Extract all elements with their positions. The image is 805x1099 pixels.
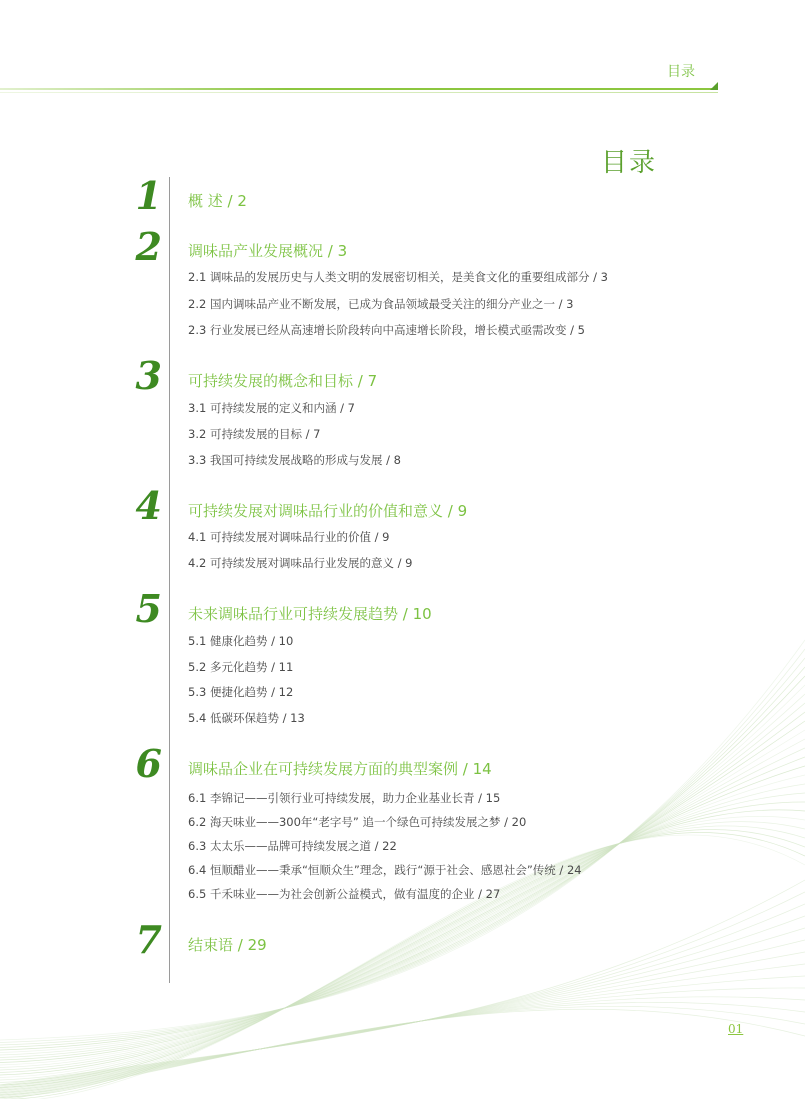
section-title[interactable]: 结束语 / 29 (188, 936, 267, 954)
toc-entry[interactable]: 6.5 千禾味业——为社会创新公益模式，做有温度的企业 / 27 (188, 887, 501, 901)
section-title[interactable]: 调味品产业发展概况 / 3 (188, 242, 348, 260)
header-rule (0, 88, 718, 90)
decorative-curve (0, 1006, 805, 1099)
section-title[interactable]: 可持续发展对调味品行业的价值和意义 / 9 (188, 502, 468, 520)
toc-entry[interactable]: 3.1 可持续发展的定义和内涵 / 7 (188, 401, 355, 415)
section-title[interactable]: 调味品企业在可持续发展方面的典型案例 / 14 (188, 760, 492, 778)
toc-entry[interactable]: 6.3 太太乐——品牌可持续发展之道 / 22 (188, 839, 397, 853)
page-number: 01 (728, 1022, 744, 1036)
toc-entry[interactable]: 2.3 行业发展已经从高速增长阶段转向中高速增长阶段，增长模式亟需改变 / 5 (188, 323, 585, 337)
header-title: 目录 (667, 64, 695, 80)
decorative-curve (0, 988, 805, 1096)
toc-entry[interactable]: 5.1 健康化趋势 / 10 (188, 634, 294, 648)
toc-entry[interactable]: 6.4 恒顺醋业——秉承“恒顺众生”理念，践行“源于社会、感恩社会”传统 / 24 (188, 863, 582, 877)
section-number: 2 (135, 224, 162, 269)
section-number: 1 (135, 173, 162, 218)
toc-entry[interactable]: 6.2 海天味业——300年“老字号” 追一个绿色可持续发展之梦 / 20 (188, 815, 527, 829)
decorative-curve (0, 658, 805, 1045)
page-title: 目录 (600, 148, 657, 178)
toc-entry[interactable]: 2.2 国内调味品产业不断发展，已成为食品领域最受关注的细分产业之一 / 3 (188, 297, 574, 311)
toc-entry[interactable]: 4.1 可持续发展对调味品行业的价值 / 9 (188, 530, 390, 544)
decorative-curve (0, 649, 805, 1043)
section-title[interactable]: 未来调味品行业可持续发展趋势 / 10 (188, 605, 432, 623)
decorative-curve (0, 880, 805, 1085)
section-number: 7 (135, 917, 162, 962)
toc-entry[interactable]: 3.2 可持续发展的目标 / 7 (188, 427, 321, 441)
toc-entry[interactable]: 2.1 调味品的发展历史与人类文明的发展密切相关，是美食文化的重要组成部分 / 3 (188, 270, 608, 284)
toc-entry[interactable]: 4.2 可持续发展对调味品行业发展的意义 / 9 (188, 556, 413, 570)
decorative-curve (0, 667, 805, 1048)
toc-entry[interactable]: 5.3 便捷化趋势 / 12 (188, 685, 294, 699)
toc-entry[interactable]: 5.4 低碳环保趋势 / 13 (188, 711, 305, 725)
toc-divider-line (169, 177, 170, 983)
section-number: 6 (135, 741, 162, 786)
header-rule-secondary (0, 92, 718, 93)
section-number: 3 (135, 353, 162, 398)
section-number: 4 (135, 483, 162, 528)
toc-entry[interactable]: 5.2 多元化趋势 / 11 (188, 660, 294, 674)
section-title[interactable]: 可持续发展的概念和目标 / 7 (188, 372, 378, 390)
toc-entry[interactable]: 3.3 我国可持续发展战略的形成与发展 / 8 (188, 453, 401, 467)
toc-entry[interactable]: 6.1 李锦记——引领行业可持续发展，助力企业基业长青 / 15 (188, 791, 501, 805)
decorative-curve (0, 997, 805, 1097)
header-rule-end-mark (710, 82, 718, 90)
section-title[interactable]: 概 述 / 2 (188, 192, 247, 210)
section-number: 5 (135, 586, 162, 631)
